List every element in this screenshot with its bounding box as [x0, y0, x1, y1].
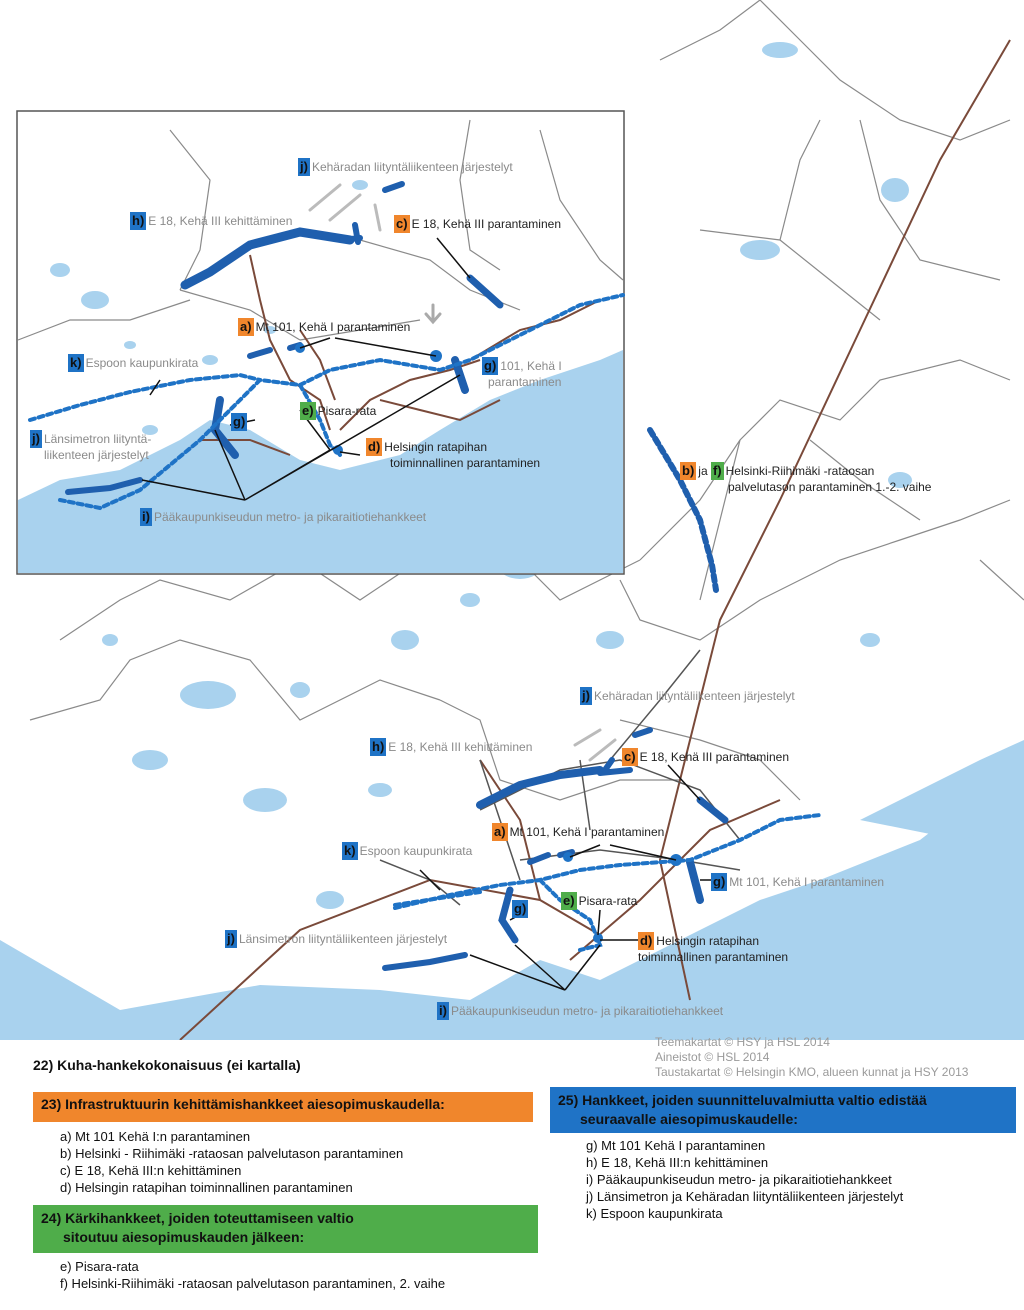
list-item: g) Mt 101 Kehä I parantaminen: [586, 1138, 766, 1153]
inset-label-g-right: [482, 357, 562, 389]
list-item: a) Mt 101 Kehä I:n parantaminen: [60, 1129, 251, 1144]
badge-j: j): [300, 159, 308, 174]
legend-section-24-list: [60, 1258, 445, 1292]
label-text: Helsingin ratapihan: [384, 440, 488, 454]
inset-label-d: [366, 438, 540, 470]
label-text: Pääkaupunkiseudun metro- ja pikaraitiotiehankkeet: [450, 1004, 724, 1018]
label-text: Länsimetron liityntä-: [43, 432, 152, 446]
badge-j: j): [227, 931, 235, 946]
label-text: E 18, Kehä III kehittäminen: [388, 740, 533, 754]
badge-g: g): [233, 414, 246, 429]
map-credits: [655, 1035, 968, 1080]
label-text: E 18, Kehä III kehittäminen: [148, 214, 293, 228]
label-text: Pisara-rata: [578, 894, 638, 908]
label-text: 101, Kehä I: [500, 359, 562, 373]
main-label-g-right: [711, 873, 884, 891]
project-jkehärata-grey: [575, 730, 615, 760]
label-text: Mt 101, Kehä I parantaminen: [729, 875, 885, 889]
badge-k: k): [70, 355, 82, 370]
list-item: f) Helsinki-Riihimäki -rataosan palvelutason parantaminen, 2. vaihe: [60, 1276, 446, 1291]
sea-east: [860, 740, 1024, 840]
main-label-j-top: [580, 687, 795, 705]
badge-c: c): [396, 216, 408, 231]
label-text: E 18, Kehä III parantaminen: [411, 217, 561, 231]
label-text-line2: palvelutason parantaminen 1.-2. vaihe: [728, 480, 932, 494]
label-text-line2: toiminnallinen parantaminen: [390, 456, 541, 470]
label-text: Helsingin ratapihan: [656, 934, 760, 948]
legend-section-23-header: 23) Infrastruktuurin kehittämishankkeet aiesopimuskaudella:: [33, 1092, 533, 1122]
badge-g: g): [514, 901, 527, 916]
main-label-c: [622, 748, 789, 766]
main-label-a: [492, 823, 664, 841]
inset-label-g-left: [231, 413, 249, 431]
inset-label-j-left: [30, 430, 151, 462]
badge-e: e): [302, 403, 314, 418]
inset-label-k: [68, 354, 198, 372]
list-item: d) Helsingin ratapihan toiminnallinen parantaminen: [60, 1180, 353, 1195]
badge-a: a): [494, 824, 506, 839]
list-item: e) Pisara-rata: [60, 1259, 139, 1274]
project-j-left-main: [385, 955, 465, 968]
label-ja: ja: [698, 464, 708, 478]
project-i-inner: [540, 880, 600, 950]
main-label-g-left: [512, 900, 530, 918]
badge-i: i): [439, 1003, 447, 1018]
legend-section-23-list: [60, 1128, 403, 1196]
badge-i: i): [142, 509, 150, 524]
inset-label-j-top: [298, 158, 513, 176]
inset-label-c: [394, 215, 561, 233]
label-text: Mt 101, Kehä I parantaminen: [509, 825, 665, 839]
label-text: Mt 101, Kehä I parantaminen: [255, 320, 411, 334]
main-label-e: [561, 892, 637, 910]
badge-c: c): [624, 749, 636, 764]
badge-d: d): [368, 439, 381, 454]
inset-label-i: [140, 508, 426, 526]
list-item: c) E 18, Kehä III:n kehittäminen: [60, 1163, 242, 1178]
legend-section-25-header: [550, 1087, 1016, 1133]
inset-label-h: [130, 212, 292, 230]
label-text: Kehäradan liityntäliikenteen järjestelyt: [311, 160, 513, 174]
label-text: Espoon kaupunkirata: [359, 844, 473, 858]
badge-b: b): [682, 463, 695, 478]
project-k-rail: [395, 892, 480, 905]
list-item: b) Helsinki - Riihimäki -rataosan palvelutason parantaminen: [60, 1146, 404, 1161]
legend-section-25-list: [586, 1137, 903, 1222]
main-label-d: [638, 932, 788, 964]
label-text: Espoon kaupunkirata: [85, 356, 199, 370]
header-line: seuraavalle aiesopimuskaudelle:: [580, 1111, 798, 1127]
credit-line: Taustakartat © Helsingin KMO, alueen kunnat ja HSY 2013: [655, 1065, 969, 1079]
project-bf-rail: [650, 430, 716, 590]
header-line: 24) Kärkihankkeet, joiden toteuttamiseen valtio: [41, 1210, 354, 1226]
badge-j: j): [32, 431, 40, 446]
list-item: j) Länsimetron ja Kehäradan liityntäliikenteen järjestelyt: [586, 1189, 904, 1204]
label-text: Kehäradan liityntäliikenteen järjestelyt: [593, 689, 795, 703]
badge-d: d): [640, 933, 653, 948]
main-label-i: [437, 1002, 723, 1020]
badge-j: j): [582, 688, 590, 703]
main-label-bf: [680, 462, 931, 494]
badge-a: a): [240, 319, 252, 334]
label-text-line2: liikenteen järjestelyt: [44, 448, 149, 462]
project-c-east: [700, 800, 725, 820]
badge-e: e): [563, 893, 575, 908]
inset-label-e: [300, 402, 376, 420]
label-text: Helsinki-Riihimäki -rataosan: [725, 464, 875, 478]
list-item: k) Espoon kaupunkirata: [586, 1206, 723, 1221]
label-text: Länsimetron liityntäliikenteen järjestelyt: [238, 932, 448, 946]
list-item: h) E 18, Kehä III:n kehittäminen: [586, 1155, 769, 1170]
badge-h: h): [372, 739, 385, 754]
main-label-j-left: [225, 930, 447, 948]
label-text-line2: toiminnallinen parantaminen: [638, 950, 789, 964]
label-text: E 18, Kehä III parantaminen: [639, 750, 789, 764]
project-j-top: [635, 730, 650, 735]
badge-k: k): [344, 843, 356, 858]
credit-line: Teemakartat © HSY ja HSL 2014: [655, 1035, 830, 1049]
header-line: sitoutuu aiesopimuskauden jälkeen:: [63, 1229, 305, 1245]
main-label-k: [342, 842, 472, 860]
credit-line: Aineistot © HSL 2014: [655, 1050, 770, 1064]
badge-g: g): [713, 874, 726, 889]
label-text: Pääkaupunkiseudun metro- ja pikaraitiotiehankkeet: [153, 510, 427, 524]
header-line: 25) Hankkeet, joiden suunnitteluvalmiutta valtio edistää: [558, 1092, 927, 1108]
list-item: i) Pääkaupunkiseudun metro- ja pikaraitiotiehankkeet: [586, 1172, 892, 1187]
inset-label-a: [238, 318, 410, 336]
legend-section-24-header: [33, 1205, 538, 1253]
badge-f: f): [712, 463, 722, 478]
badge-h: h): [132, 213, 145, 228]
legend-section-22: 22) Kuha-hankekokonaisuus (ei kartalla): [33, 1057, 301, 1073]
badge-g: g): [484, 358, 497, 373]
project-g-main: [690, 862, 700, 900]
label-text: Pisara-rata: [317, 404, 377, 418]
label-text-line2: parantaminen: [488, 375, 562, 389]
main-label-h: [370, 738, 532, 756]
